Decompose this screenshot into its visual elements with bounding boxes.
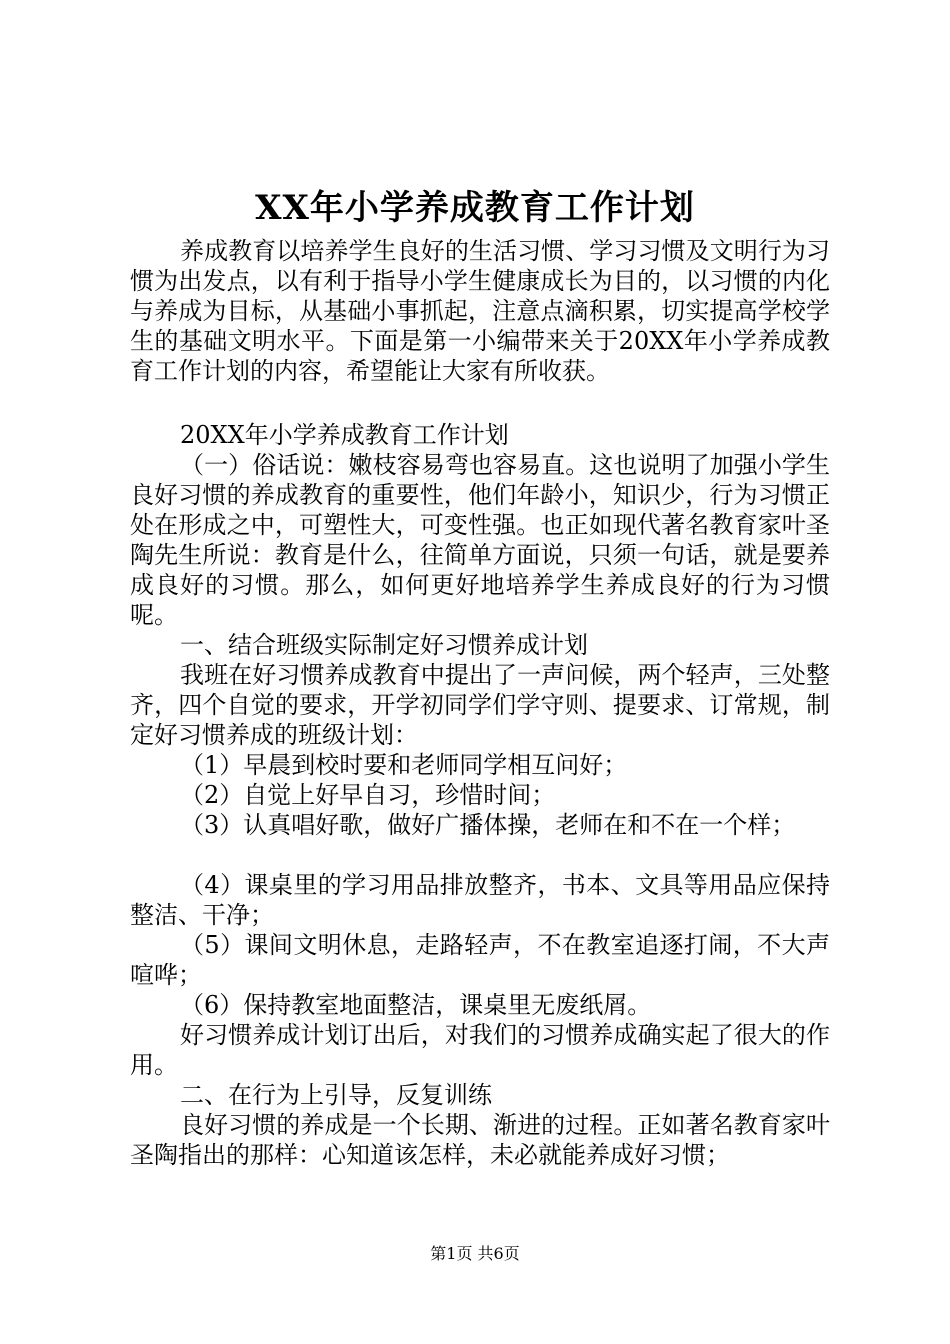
document-title: XX年小学养成教育工作计划 bbox=[255, 188, 695, 228]
body-paragraph: 好习惯养成计划订出后，对我们的习惯养成确实起了很大的作用。 bbox=[130, 1021, 830, 1079]
list-item: （5）课间文明休息，走路轻声，不在教室追逐打闹，不大声喧哗； bbox=[130, 931, 830, 989]
list-item: （3）认真唱好歌，做好广播体操，老师在和不在一个样； bbox=[180, 811, 796, 839]
list-item: （1）早晨到校时要和老师同学相互问好； bbox=[180, 751, 628, 779]
list-item: （6）保持教室地面整洁，课桌里无废纸屑。 bbox=[180, 991, 652, 1019]
section-heading: 20XX年小学养成教育工作计划 bbox=[180, 421, 509, 449]
intro-paragraph: 养成教育以培养学生良好的生活习惯、学习习惯及文明行为习惯为出发点，以有利于指导小学生健康成长为目的，以习惯的内化与养成为目标，从基础小事抓起，注意点滴积累，切实提高学校学生的基础文明水平。下面是第一小编带来关于20XX年小学养成教育工作计划的内容，希望能让大家有所收获。 bbox=[130, 237, 830, 385]
list-item: （2）自觉上好早自习，珍惜时间； bbox=[180, 781, 556, 809]
subsection-heading: 二、在行为上引导，反复训练 bbox=[180, 1081, 492, 1109]
body-paragraph: 良好习惯的养成是一个长期、渐进的过程。正如著名教育家叶圣陶指出的那样：心知道该怎样，未必就能养成好习惯； bbox=[130, 1111, 830, 1169]
list-item: （4）课桌里的学习用品排放整齐，书本、文具等用品应保持整洁、干净； bbox=[130, 871, 830, 929]
body-paragraph: （一）俗话说：嫩枝容易弯也容易直。这也说明了加强小学生良好习惯的养成教育的重要性，他们年龄小，知识少，行为习惯正处在形成之中，可塑性大，可变性强。也正如现代著名教育家叶圣陶先生所说：教育是什么，往简单方面说，只须一句话，就是要养成良好的习惯。那么，如何更好地培养学生养成良好的行为习惯呢。 bbox=[130, 451, 830, 629]
body-paragraph: 我班在好习惯养成教育中提出了一声问候，两个轻声，三处整齐，四个自觉的要求，开学初同学们学守则、提要求、订常规，制定好习惯养成的班级计划： bbox=[130, 661, 830, 749]
document-body bbox=[130, 236, 830, 1170]
page-footer: 第1页 共6页 bbox=[430, 1244, 520, 1263]
subsection-heading: 一、结合班级实际制定好习惯养成计划 bbox=[180, 631, 588, 659]
